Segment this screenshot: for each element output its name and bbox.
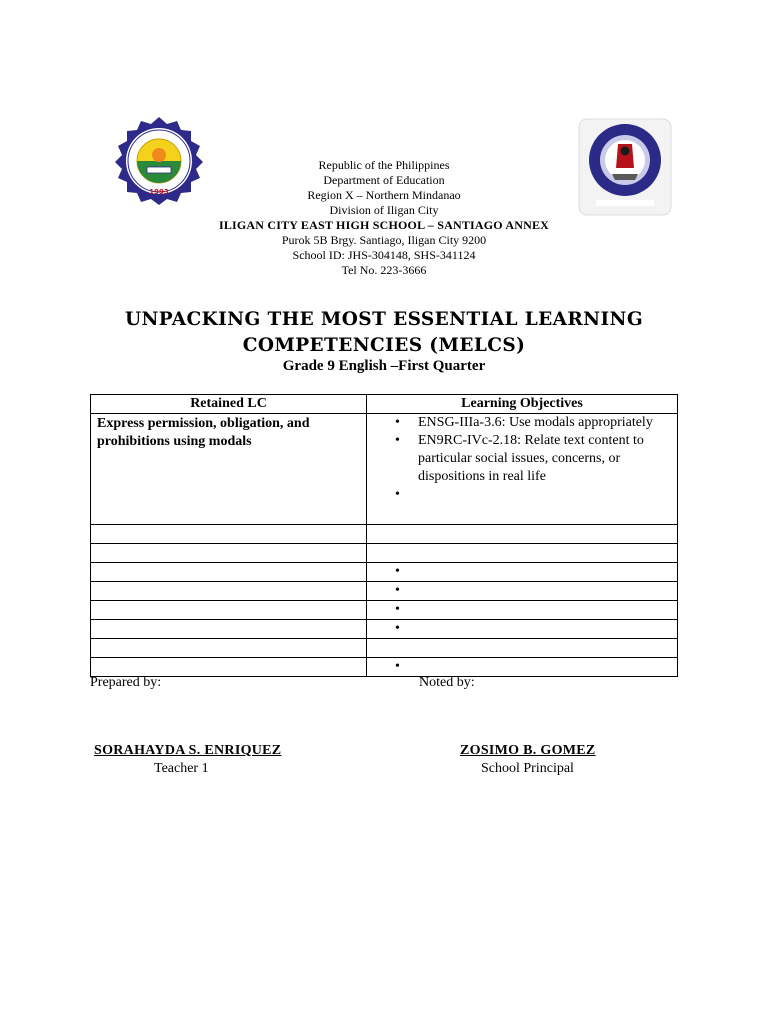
page-subtitle: Grade 9 English –First Quarter [282,358,486,374]
table-row [91,582,678,601]
table-row [91,525,678,544]
table-row [91,601,678,620]
header-line: Republic of the Philippines [318,158,450,172]
melc-table [90,394,678,677]
school-id: School ID: JHS-304148, SHS-341124 [292,248,476,262]
page-title [0,307,768,359]
noter-role: School Principal [481,761,574,776]
letterhead [0,158,768,278]
table-row [91,620,678,639]
table-row [91,639,678,658]
table-row [91,658,678,677]
retained-lc-cell: Express permission, obligation, and prohibitions using modals [91,414,367,525]
header-line: Division of Iligan City [329,203,439,217]
title-line: UNPACKING THE MOST ESSENTIAL LEARNING [124,309,644,330]
objectives-cell [367,414,678,525]
table-row [91,563,678,582]
objective-item: • ENSG-IIIa-3.6: Use modals appropriately [395,414,677,432]
noted-by-label: Noted by: [419,675,475,690]
header-line: Region X – Northern Mindanao [307,188,461,202]
table-row [91,544,678,563]
title-line: COMPETENCIES (MELCS) [242,335,526,356]
school-tel: Tel No. 223-3666 [341,263,427,277]
preparer-role: Teacher 1 [154,761,209,776]
noter-name: ZOSIMO B. GOMEZ [460,743,596,758]
preparer-name: SORAHAYDA S. ENRIQUEZ [94,743,282,758]
school-address: Purok 5B Brgy. Santiago, Iligan City 9200 [281,233,487,247]
school-name: ILIGAN CITY EAST HIGH SCHOOL – SANTIAGO ANNEX [218,218,550,232]
seal-year: 1993 [149,188,169,196]
column-header: Learning Objectives [367,395,678,414]
objective-item: • EN9RC-IVc-2.18: Relate text content to particular social issues, concerns, or dispositions in real life [395,432,677,486]
header-line: Department of Education [323,173,445,187]
prepared-by-label: Prepared by: [90,675,162,690]
table-header-row [91,395,678,414]
table-row [91,414,678,525]
column-header: Retained LC [91,395,367,414]
